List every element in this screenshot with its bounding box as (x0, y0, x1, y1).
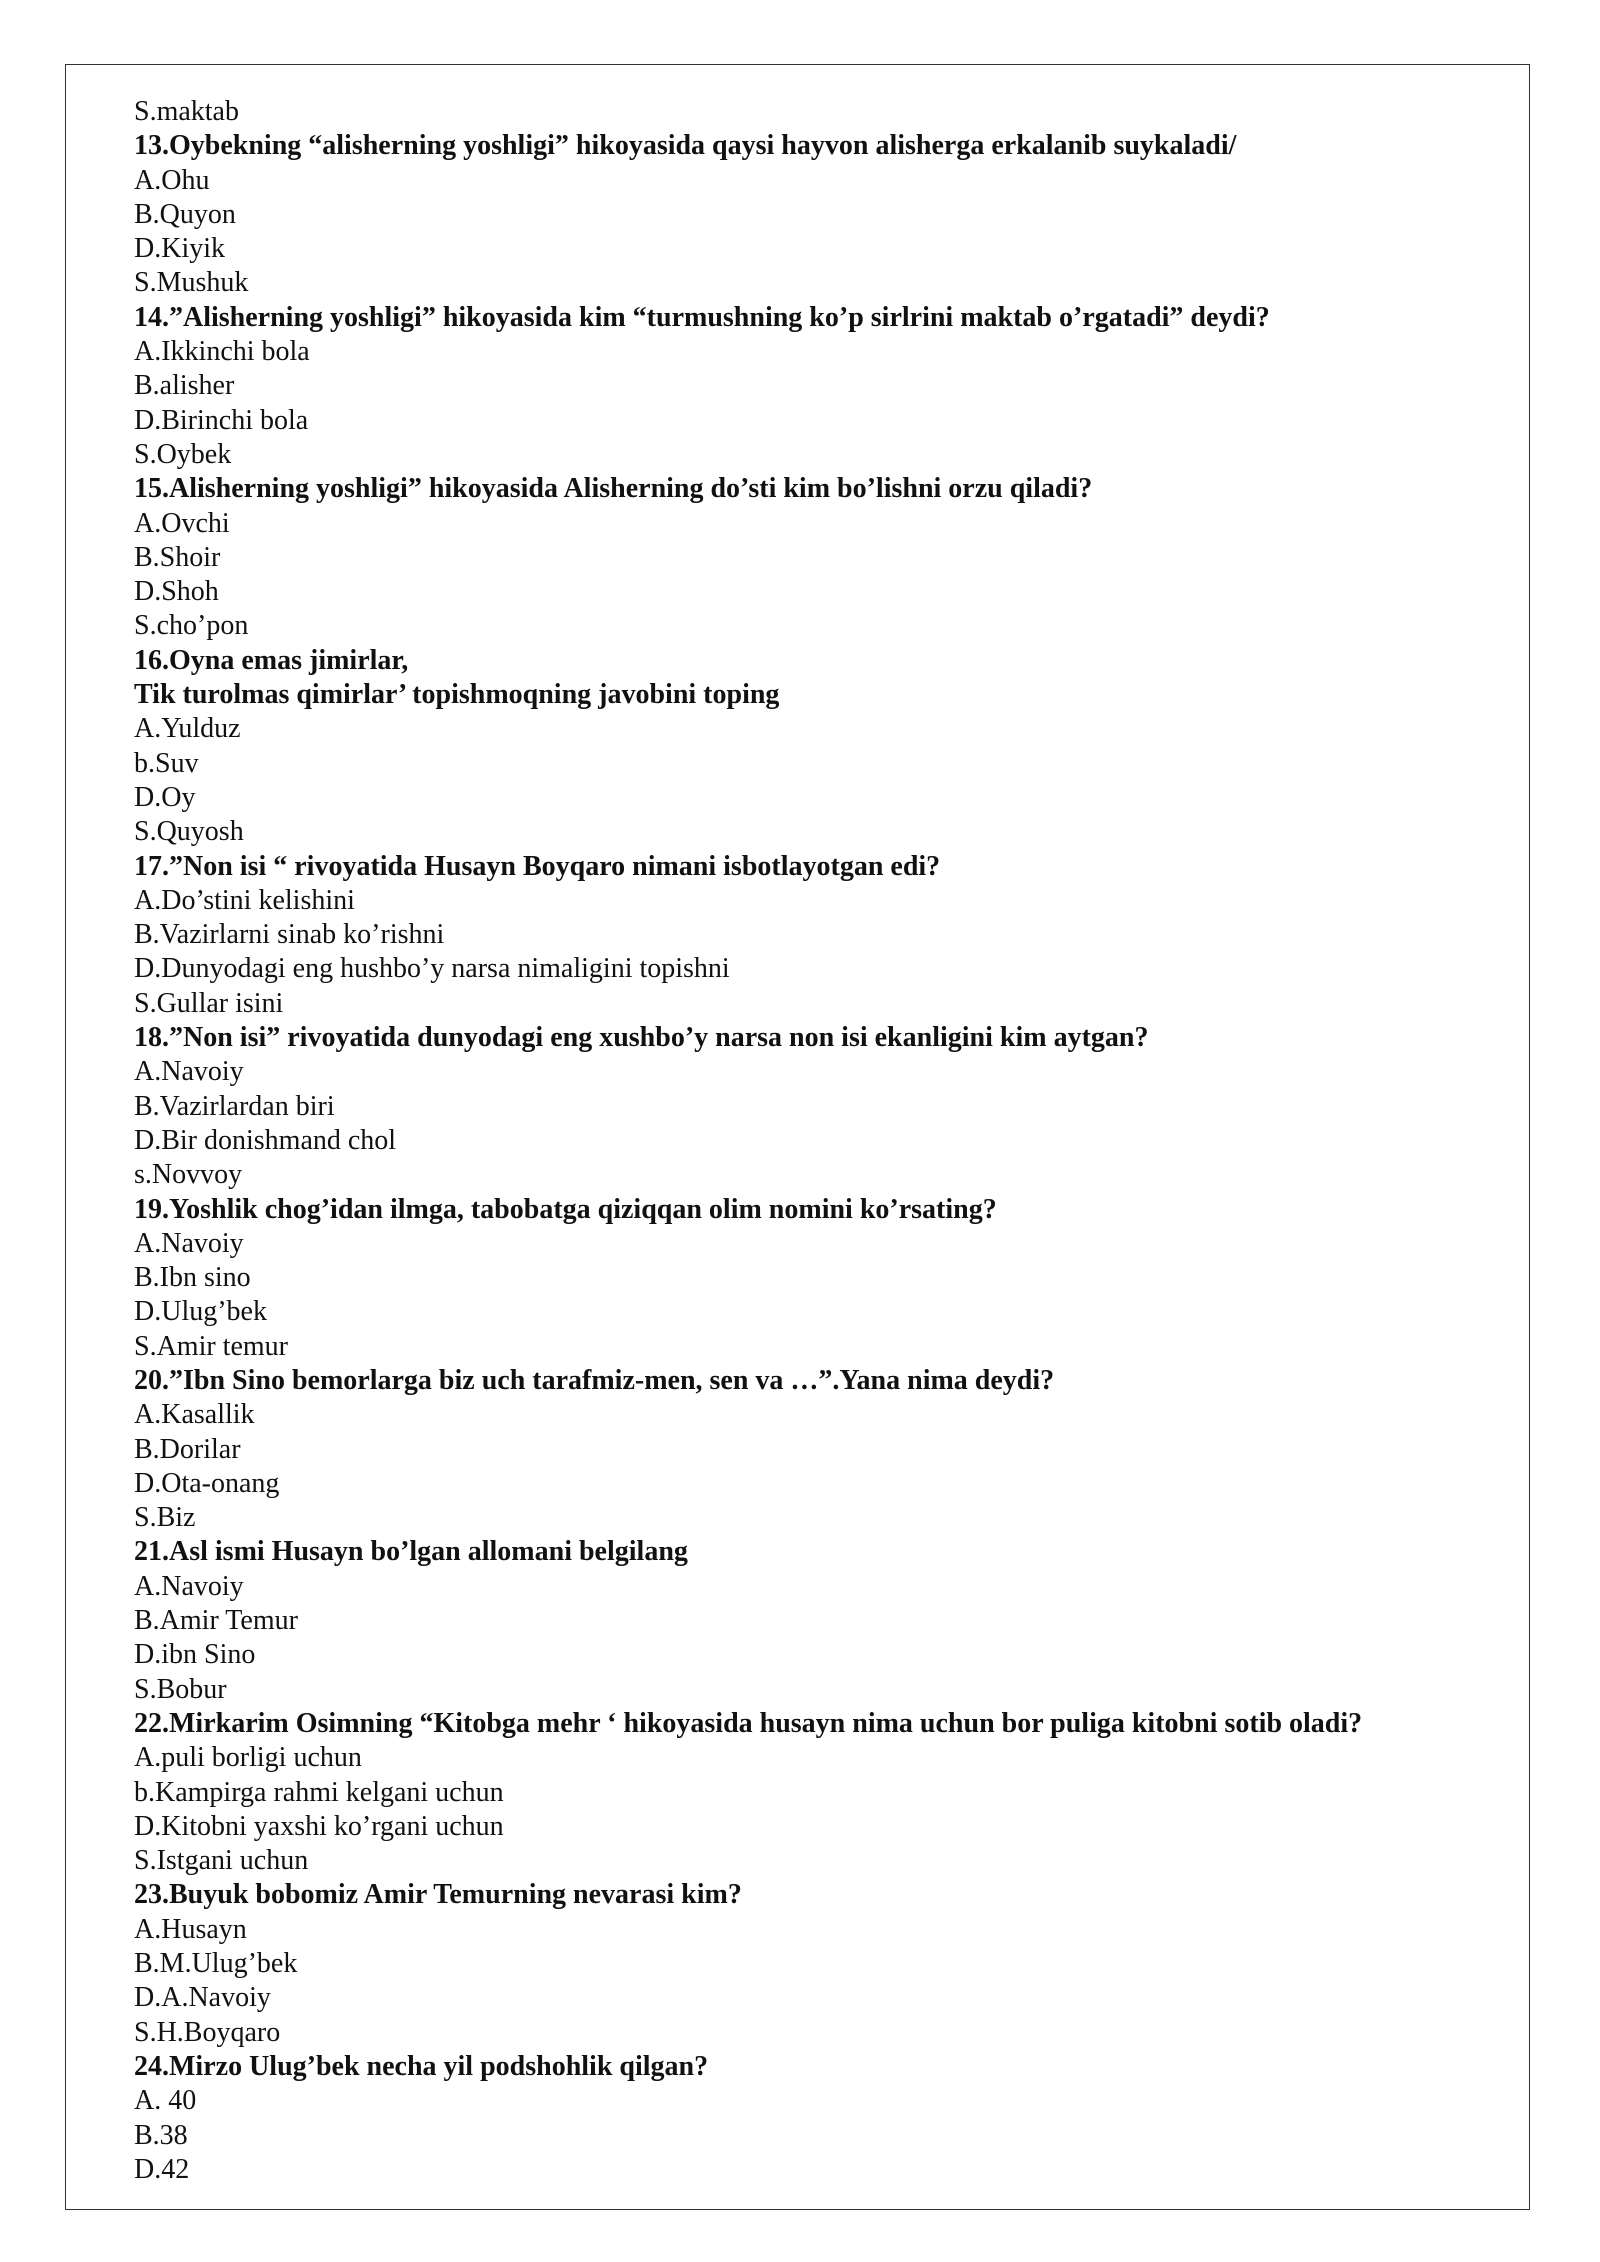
question-text: 13.Oybekning “alisherning yoshligi” hikoyasida qaysi hayvon alisherga erkalanib suykaladi/ (134, 130, 1237, 162)
answer-option: A.Navoiy (134, 1227, 244, 1259)
answer-option: A.Navoiy (134, 1056, 244, 1088)
answer-option: S.Biz (134, 1502, 196, 1534)
answer-option: D.Bir donishmand chol (134, 1124, 397, 1156)
answer-option: S.Oybek (134, 438, 232, 470)
question-text: 17.”Non isi “ rivoyatida Husayn Boyqaro nimani isbotlayotgan edi? (134, 850, 941, 882)
question-text: 22.Mirkarim Osimning “Kitobga mehr ‘ hikoyasida husayn nima uchun bor puliga kitobni sotib oladi? (134, 1707, 1363, 1739)
answer-option: A.puli borligi uchun (134, 1742, 362, 1774)
question-text: 19.Yoshlik chog’idan ilmga, tabobatga qiziqqan olim nomini ko’rsating? (134, 1193, 997, 1225)
answer-option: b.Kampirga rahmi kelgani uchun (134, 1776, 504, 1808)
answer-option: B.M.Ulug’bek (134, 1948, 298, 1980)
answer-option: A.Navoiy (134, 1570, 244, 1602)
answer-option: D.Oy (134, 781, 196, 813)
answer-option: A.Do’stini kelishini (134, 884, 355, 916)
document-content (134, 95, 1514, 2187)
answer-option: A.Yulduz (134, 713, 241, 745)
answer-option: A.Husayn (134, 1913, 247, 1945)
answer-option: b.Suv (134, 747, 199, 779)
answer-option: S.Istgani uchun (134, 1845, 309, 1877)
answer-option: B.alisher (134, 370, 235, 402)
answer-option: B.Shoir (134, 541, 221, 573)
answer-option: S.Bobur (134, 1673, 227, 1705)
answer-option: B.Vazirlarni sinab ko’rishni (134, 919, 445, 951)
answer-option: D.A.Navoiy (134, 1982, 271, 2014)
answer-option: A.Ikkinchi bola (134, 336, 310, 368)
answer-option: B.Ibn sino (134, 1262, 251, 1294)
answer-option: D.Ota-onang (134, 1467, 280, 1499)
question-text: 24.Mirzo Ulug’bek necha yil podshohlik qilgan? (134, 2050, 709, 2082)
answer-option: D.42 (134, 2153, 190, 2185)
question-text: 16.Oyna emas jimirlar, (134, 644, 409, 676)
answer-option: S.maktab (134, 96, 239, 127)
question-text: 21.Asl ismi Husayn bo’lgan allomani belgilang (134, 1536, 688, 1568)
answer-option: B.Vazirlardan biri (134, 1090, 335, 1122)
answer-option: D.Birinchi bola (134, 404, 309, 436)
answer-option: D.Kiyik (134, 233, 225, 265)
answer-option: D.Ulug’bek (134, 1296, 267, 1328)
answer-option: D.Shoh (134, 576, 219, 608)
answer-option: S.Amir temur (134, 1330, 288, 1362)
answer-option: S.cho’pon (134, 610, 249, 642)
answer-option: D.Kitobni yaxshi ko’rgani uchun (134, 1810, 504, 1842)
answer-option: S.Quyosh (134, 816, 244, 848)
answer-option: B.38 (134, 2119, 188, 2151)
question-text: Tik turolmas qimirlar’ topishmoqning javobini toping (134, 679, 780, 711)
answer-option: A.Ovchi (134, 507, 230, 539)
answer-option: B.Quyon (134, 198, 236, 230)
answer-option: A. 40 (134, 2085, 197, 2117)
question-text: 20.”Ibn Sino bemorlarga biz uch tarafmiz-men, sen va …”.Yana nima deydi? (134, 1364, 1055, 1396)
question-text: 14.”Alisherning yoshligi” hikoyasida kim “turmushning ko’p sirlrini maktab o’rgatadi” deydi? (134, 301, 1270, 333)
answer-option: s.Novvoy (134, 1159, 243, 1191)
answer-option: A.Kasallik (134, 1399, 255, 1431)
answer-option: A.Ohu (134, 164, 210, 196)
answer-option: S.Gullar isini (134, 987, 284, 1019)
answer-option: D.ibn Sino (134, 1639, 256, 1671)
question-text: 18.”Non isi” rivoyatida dunyodagi eng xushbo’y narsa non isi ekanligini kim aytgan? (134, 1022, 1149, 1054)
question-text: 23.Buyuk bobomiz Amir Temurning nevarasi kim? (134, 1879, 742, 1911)
answer-option: B.Amir Temur (134, 1605, 298, 1637)
answer-option: B.Dorilar (134, 1433, 241, 1465)
answer-option: S.H.Boyqaro (134, 2016, 281, 2048)
answer-option: D.Dunyodagi eng hushbo’y narsa nimaligini topishni (134, 953, 730, 985)
answer-option: S.Mushuk (134, 267, 249, 299)
question-text: 15.Alisherning yoshligi” hikoyasida Alisherning do’sti kim bo’lishni orzu qiladi? (134, 473, 1093, 505)
